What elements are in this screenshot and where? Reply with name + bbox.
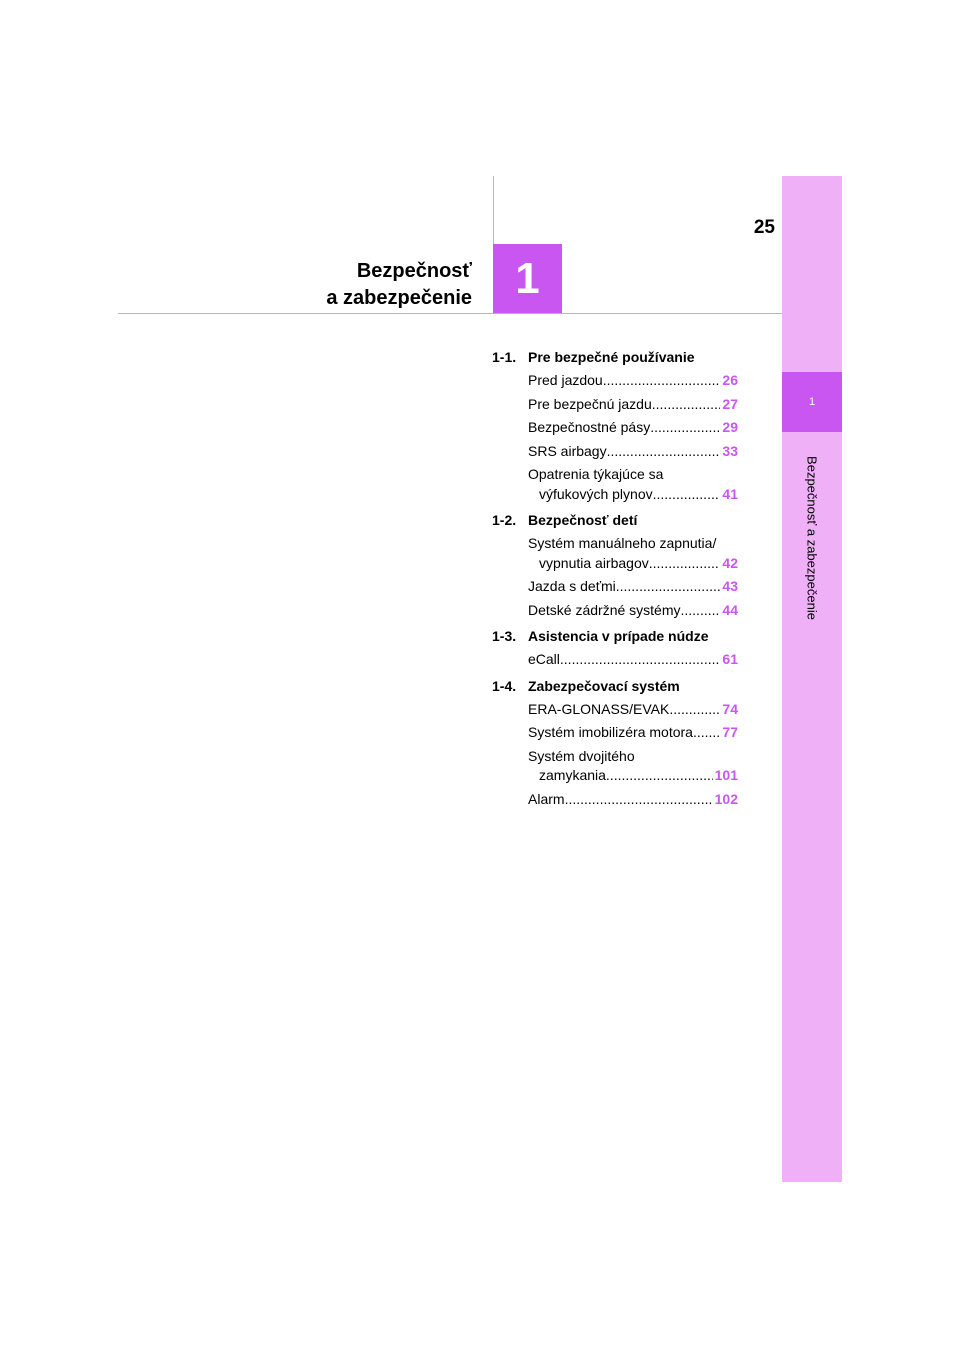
toc-page-link[interactable]: 44 (722, 601, 738, 618)
toc-page-link[interactable]: 26 (722, 372, 738, 388)
toc-entry-text: Systém imobilizéra motora (528, 724, 693, 740)
toc-leader-dots (681, 601, 721, 621)
toc-entry-text: Alarm (528, 790, 565, 807)
toc-leader-dots (565, 790, 713, 810)
toc-entry-text: zamykania (539, 767, 606, 783)
toc-section-title: Asistencia v prípade núdze (528, 628, 709, 644)
toc-entry[interactable] (528, 723, 738, 743)
toc-page-link[interactable]: 102 (714, 790, 738, 807)
chapter-number-box (493, 244, 562, 313)
toc-leader-dots (649, 554, 721, 574)
toc-section-number: 1-3. (492, 628, 517, 644)
toc-section-number: 1-4. (492, 677, 517, 694)
toc-page-link[interactable]: 29 (722, 419, 738, 435)
toc-page-link[interactable]: 33 (722, 442, 738, 459)
toc-section-heading[interactable] (492, 674, 738, 698)
toc-entry[interactable] (528, 371, 738, 391)
toc-page-link[interactable]: 74 (722, 700, 738, 717)
toc-section-heading[interactable] (492, 508, 738, 532)
toc-entry[interactable] (528, 534, 738, 573)
side-tab-chapter[interactable] (782, 372, 842, 432)
toc-entry[interactable] (528, 601, 738, 621)
header-divider-vertical (493, 176, 494, 244)
header-divider-horizontal (118, 313, 782, 314)
toc-entry[interactable] (528, 395, 738, 415)
page-number: 25 (753, 217, 775, 238)
toc-entry-text: SRS airbagy (528, 442, 607, 459)
toc-entry-text: Systém manuálneho zapnutia/ (528, 535, 717, 551)
side-tab-label: Bezpečnosť a zabezpečenie (804, 456, 820, 620)
toc-section-heading[interactable] (492, 345, 738, 369)
toc-leader-dots (652, 395, 721, 415)
toc-entry-text: Detské zádržné systémy (528, 601, 681, 618)
toc-section-title: Bezpečnosť detí (528, 512, 638, 528)
toc-leader-dots (693, 723, 720, 743)
side-tab-number: 1 (808, 396, 816, 408)
toc-page-link[interactable]: 27 (722, 395, 738, 412)
toc-section-title: Pre bezpečné používanie (528, 349, 695, 365)
toc-entry-text: Pred jazdou (528, 372, 603, 388)
toc-leader-dots (653, 485, 721, 505)
chapter-title-line2: a zabezpečenie (326, 287, 472, 309)
toc-section-title: Zabezpečovací systém (528, 677, 680, 694)
toc-entry-text: eCall (528, 651, 560, 667)
toc-page-link[interactable]: 42 (722, 554, 738, 571)
toc-page-link[interactable]: 77 (722, 724, 738, 740)
toc-entry[interactable] (528, 650, 738, 670)
toc-entry-text: Jazda s deťmi (528, 578, 616, 594)
toc-leader-dots (560, 650, 721, 670)
toc-page-link[interactable]: 41 (722, 485, 738, 502)
toc-entry-text: výfukových plynov (539, 485, 653, 502)
chapter-title (250, 258, 472, 312)
toc-section-heading[interactable] (492, 624, 738, 648)
toc-leader-dots (669, 700, 720, 720)
toc-page-link[interactable]: 61 (722, 651, 738, 667)
toc-entry[interactable] (528, 790, 738, 810)
toc-section-number: 1-2. (492, 512, 517, 528)
toc-entry[interactable] (528, 747, 738, 786)
chapter-number: 1 (515, 253, 540, 303)
toc-entry[interactable] (528, 700, 738, 720)
toc-leader-dots (650, 418, 720, 438)
toc-entry[interactable] (528, 418, 738, 438)
toc-entry[interactable] (528, 465, 738, 504)
toc-entry-text: Opatrenia týkajúce sa (528, 466, 664, 482)
toc-page-link[interactable]: 101 (714, 767, 738, 783)
toc-leader-dots (606, 766, 713, 786)
toc-leader-dots (607, 442, 721, 462)
toc-entry-text: Systém dvojitého (528, 747, 635, 764)
toc-entry-text: Bezpečnostné pásy (528, 419, 651, 435)
toc-entry-text: Pre bezpečnú jazdu (528, 395, 652, 412)
toc-section-number: 1-1. (492, 349, 517, 365)
chapter-title-line1: Bezpečnosť (356, 260, 472, 282)
toc-leader-dots (616, 577, 721, 597)
toc-entry-text: ERA-GLONASS/EVAK (528, 700, 670, 717)
table-of-contents (492, 345, 738, 813)
toc-entry[interactable] (528, 577, 738, 597)
toc-leader-dots (603, 371, 721, 391)
side-strip (782, 176, 842, 1182)
toc-page-link[interactable]: 43 (722, 578, 738, 594)
toc-entry-text: vypnutia airbagov (539, 554, 649, 571)
toc-entry[interactable] (528, 442, 738, 462)
